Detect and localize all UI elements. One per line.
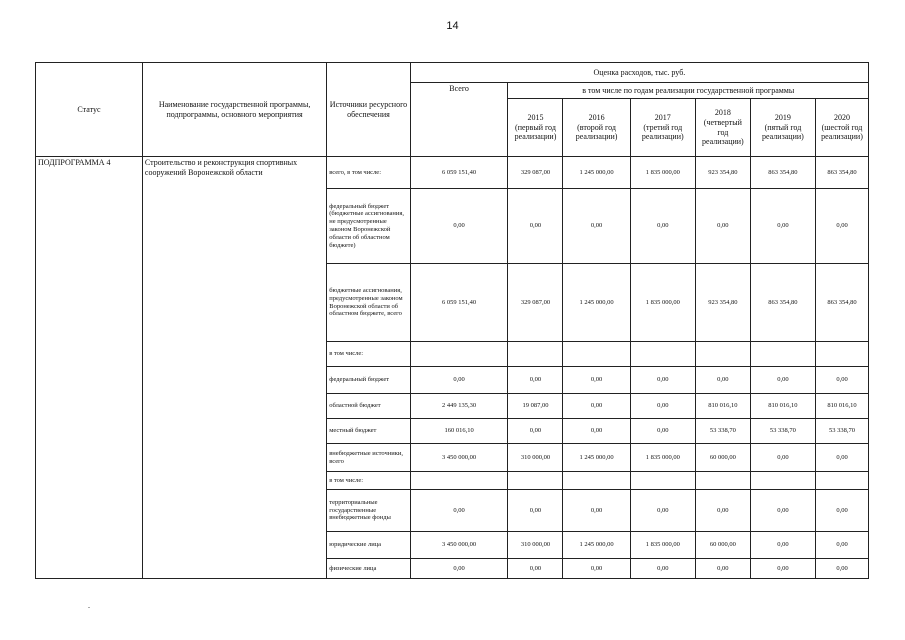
header-year-2017 bbox=[630, 99, 695, 157]
value-cell-2018: 923 354,80 bbox=[695, 157, 750, 189]
value-cell-2018: 0,00 bbox=[695, 559, 750, 579]
value-cell-2016: 0,00 bbox=[563, 394, 630, 419]
header-by-years: в том числе по годам реализации государственной программы bbox=[508, 83, 869, 99]
value-cell-2019: 0,00 bbox=[750, 444, 815, 472]
value-cell-2016: 1 245 000,00 bbox=[563, 532, 630, 559]
value-cell-2020: 863 354,80 bbox=[816, 264, 869, 342]
source-cell: физические лица bbox=[327, 559, 411, 579]
value-cell-2019: 0,00 bbox=[750, 559, 815, 579]
value-cell-2019: 0,00 bbox=[750, 367, 815, 394]
source-cell: федеральный бюджет (бюджетные ассигнования, не предусмотренные законом Воронежской области об областном бюджете) bbox=[327, 189, 411, 264]
scan-mark bbox=[88, 607, 90, 608]
value-cell-2017: 1 835 000,00 bbox=[630, 264, 695, 342]
total-cell bbox=[410, 342, 508, 367]
total-cell: 6 059 151,40 bbox=[410, 264, 508, 342]
value-cell-2017: 0,00 bbox=[630, 367, 695, 394]
value-cell-2018 bbox=[695, 472, 750, 490]
total-cell: 3 450 000,00 bbox=[410, 532, 508, 559]
value-cell-2020: 0,00 bbox=[816, 532, 869, 559]
value-cell-2016: 1 245 000,00 bbox=[563, 157, 630, 189]
value-cell-2019: 0,00 bbox=[750, 532, 815, 559]
value-cell-2019: 53 338,70 bbox=[750, 419, 815, 444]
total-cell: 2 449 135,30 bbox=[410, 394, 508, 419]
year-number: 2015 bbox=[527, 113, 544, 123]
value-cell-2017 bbox=[630, 472, 695, 490]
year-label: (шестой год реализации) bbox=[821, 122, 863, 142]
year-label: (третий год реализации) bbox=[641, 122, 684, 142]
header-sources: Источники ресурсного обеспечения bbox=[327, 63, 411, 157]
source-cell: бюджетные ассигнования, предусмотренные законом Воронежской области об областном бюджете, всего bbox=[327, 264, 411, 342]
value-cell-2020: 0,00 bbox=[816, 559, 869, 579]
budget-table bbox=[35, 62, 869, 579]
value-cell-2015: 329 087,00 bbox=[508, 264, 563, 342]
value-cell-2016: 0,00 bbox=[563, 189, 630, 264]
value-cell-2020 bbox=[816, 472, 869, 490]
header-estimate: Оценка расходов, тыс. руб. bbox=[410, 63, 868, 83]
value-cell-2016: 1 245 000,00 bbox=[563, 444, 630, 472]
value-cell-2018 bbox=[695, 342, 750, 367]
value-cell-2015: 310 000,00 bbox=[508, 444, 563, 472]
value-cell-2015: 0,00 bbox=[508, 419, 563, 444]
value-cell-2015: 329 087,00 bbox=[508, 157, 563, 189]
source-cell: юридические лица bbox=[327, 532, 411, 559]
value-cell-2017: 0,00 bbox=[630, 419, 695, 444]
value-cell-2018: 0,00 bbox=[695, 189, 750, 264]
value-cell-2017: 0,00 bbox=[630, 490, 695, 532]
value-cell-2019: 810 016,10 bbox=[750, 394, 815, 419]
total-cell: 6 059 151,40 bbox=[410, 157, 508, 189]
total-cell bbox=[410, 472, 508, 490]
value-cell-2016: 0,00 bbox=[563, 367, 630, 394]
value-cell-2016: 0,00 bbox=[563, 559, 630, 579]
source-cell: всего, в том числе: bbox=[327, 157, 411, 189]
value-cell-2018: 53 338,70 bbox=[695, 419, 750, 444]
source-cell: федеральный бюджет bbox=[327, 367, 411, 394]
value-cell-2015 bbox=[508, 472, 563, 490]
value-cell-2015: 19 087,00 bbox=[508, 394, 563, 419]
value-cell-2020: 0,00 bbox=[816, 189, 869, 264]
value-cell-2018: 810 016,10 bbox=[695, 394, 750, 419]
value-cell-2020 bbox=[816, 342, 869, 367]
value-cell-2015: 0,00 bbox=[508, 367, 563, 394]
value-cell-2019: 863 354,80 bbox=[750, 157, 815, 189]
value-cell-2018: 0,00 bbox=[695, 490, 750, 532]
value-cell-2016 bbox=[563, 472, 630, 490]
header-year-2020 bbox=[816, 99, 869, 157]
value-cell-2018: 60 000,00 bbox=[695, 444, 750, 472]
value-cell-2015: 0,00 bbox=[508, 189, 563, 264]
header-year-2019 bbox=[750, 99, 815, 157]
value-cell-2017: 1 835 000,00 bbox=[630, 532, 695, 559]
source-cell: областной бюджет bbox=[327, 394, 411, 419]
value-cell-2015 bbox=[508, 342, 563, 367]
total-cell: 160 016,10 bbox=[410, 419, 508, 444]
value-cell-2017: 1 835 000,00 bbox=[630, 157, 695, 189]
value-cell-2020: 0,00 bbox=[816, 367, 869, 394]
value-cell-2017: 1 835 000,00 bbox=[630, 444, 695, 472]
value-cell-2017: 0,00 bbox=[630, 189, 695, 264]
year-number: 2018 bbox=[714, 108, 731, 118]
header-program-name: Наименование государственной программы, подпрограммы, основного мероприятия bbox=[142, 63, 326, 157]
total-cell: 0,00 bbox=[410, 490, 508, 532]
value-cell-2015: 0,00 bbox=[508, 559, 563, 579]
year-label: (первый год реализации) bbox=[514, 122, 557, 142]
total-cell: 0,00 bbox=[410, 559, 508, 579]
header-year-2015 bbox=[508, 99, 563, 157]
value-cell-2019: 863 354,80 bbox=[750, 264, 815, 342]
value-cell-2017: 0,00 bbox=[630, 394, 695, 419]
value-cell-2017 bbox=[630, 342, 695, 367]
year-label: (пятый год реализации) bbox=[762, 122, 804, 142]
value-cell-2016: 0,00 bbox=[563, 419, 630, 444]
source-cell: внебюджетные источники, всего bbox=[327, 444, 411, 472]
year-number: 2019 bbox=[774, 113, 791, 123]
value-cell-2020: 0,00 bbox=[816, 444, 869, 472]
table-row bbox=[36, 157, 869, 189]
total-cell: 0,00 bbox=[410, 189, 508, 264]
value-cell-2018: 923 354,80 bbox=[695, 264, 750, 342]
value-cell-2017: 0,00 bbox=[630, 559, 695, 579]
source-cell: территориальные государственные внебюджетные фонды bbox=[327, 490, 411, 532]
value-cell-2015: 0,00 bbox=[508, 490, 563, 532]
year-number: 2017 bbox=[654, 113, 671, 123]
source-cell: в том числе: bbox=[327, 472, 411, 490]
value-cell-2020: 53 338,70 bbox=[816, 419, 869, 444]
value-cell-2019: 0,00 bbox=[750, 490, 815, 532]
value-cell-2016: 0,00 bbox=[563, 490, 630, 532]
value-cell-2015: 310 000,00 bbox=[508, 532, 563, 559]
source-cell: в том числе: bbox=[327, 342, 411, 367]
value-cell-2016 bbox=[563, 342, 630, 367]
page-number: 14 bbox=[446, 20, 459, 32]
value-cell-2019 bbox=[750, 472, 815, 490]
total-cell: 0,00 bbox=[410, 367, 508, 394]
value-cell-2020: 863 354,80 bbox=[816, 157, 869, 189]
year-label: (четвертый год реализации) bbox=[701, 117, 744, 147]
source-cell: местный бюджет bbox=[327, 419, 411, 444]
header-status: Статус bbox=[36, 63, 143, 157]
year-number: 2020 bbox=[834, 113, 850, 123]
value-cell-2020: 0,00 bbox=[816, 490, 869, 532]
value-cell-2019: 0,00 bbox=[750, 189, 815, 264]
value-cell-2016: 1 245 000,00 bbox=[563, 264, 630, 342]
value-cell-2018: 0,00 bbox=[695, 367, 750, 394]
status-cell: ПОДПРОГРАММА 4 bbox=[36, 157, 143, 579]
value-cell-2020: 810 016,10 bbox=[816, 394, 869, 419]
header-year-2018 bbox=[695, 99, 750, 157]
year-number: 2016 bbox=[588, 113, 605, 123]
year-label: (второй год реализации) bbox=[575, 122, 618, 142]
value-cell-2018: 60 000,00 bbox=[695, 532, 750, 559]
program-name-cell: Строительство и реконструкция спортивных сооружений Воронежской области bbox=[142, 157, 326, 579]
total-cell: 3 450 000,00 bbox=[410, 444, 508, 472]
header-year-2016 bbox=[563, 99, 630, 157]
header-total: Всего bbox=[410, 83, 508, 157]
value-cell-2019 bbox=[750, 342, 815, 367]
